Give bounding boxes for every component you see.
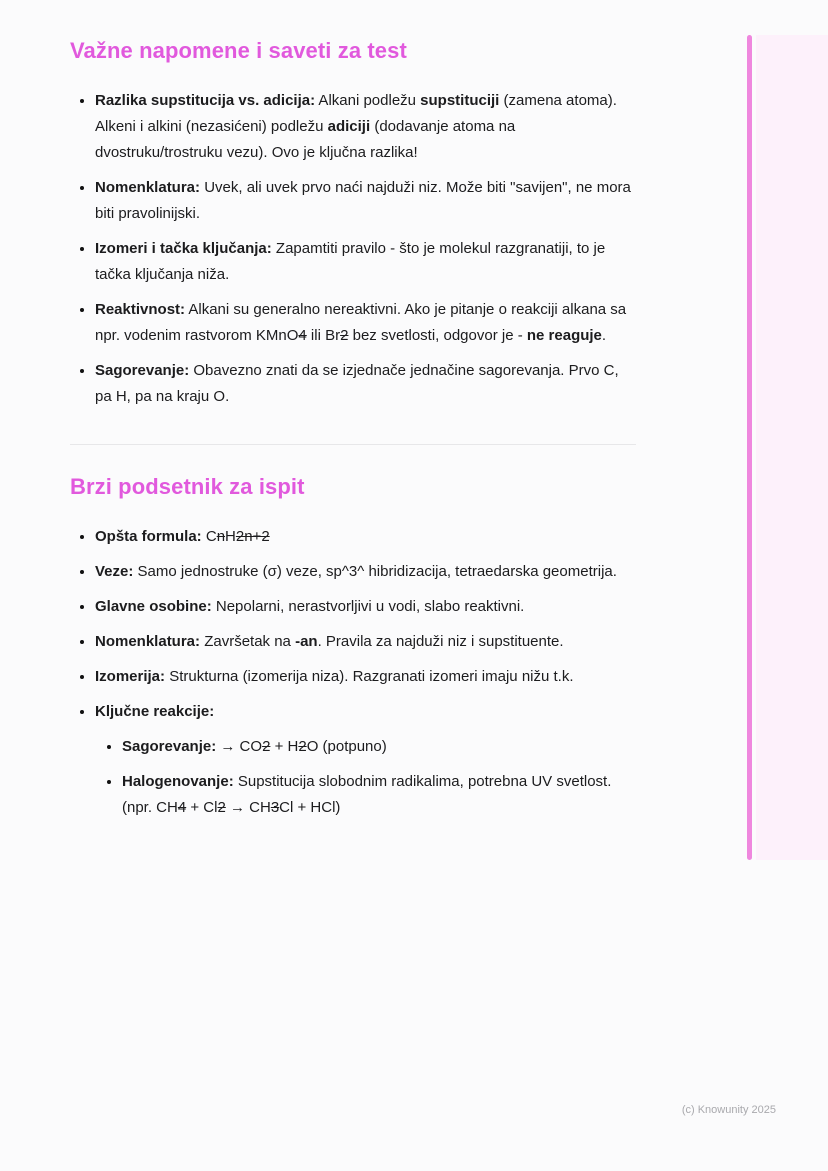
section-important-notes <box>70 38 636 410</box>
accent-bar <box>747 35 752 860</box>
list-item-text: Sagorevanje: Obavezno znati da se izjednače jednačine sagorevanja. Prvo C, pa H, pa na kraju O. <box>95 362 619 405</box>
document-content <box>70 38 636 830</box>
list-item <box>95 236 636 288</box>
list-item <box>122 734 636 760</box>
list-item-text: Opšta formula: CnH2n+2 <box>95 528 270 545</box>
list-item <box>95 664 636 690</box>
bullet-list <box>70 524 636 821</box>
bullet-list <box>70 88 636 410</box>
list-item-text: Glavne osobine: Nepolarni, nerastvorljivi u vodi, slabo reaktivni. <box>95 598 525 615</box>
list-item-text: Halogenovanje: Supstitucija slobodnim radikalima, potrebna UV svetlost. (npr. CH4 + Cl2 → CH3Cl + HCl) <box>122 773 612 816</box>
section-divider <box>70 444 636 445</box>
accent-panel <box>756 35 828 860</box>
list-item <box>122 769 636 821</box>
bullet-list <box>95 734 636 821</box>
section-body <box>70 524 636 821</box>
section-quick-reminder <box>70 474 636 821</box>
list-item <box>95 175 636 227</box>
section-title: Važne napomene i saveti za test <box>70 38 407 63</box>
list-item <box>95 699 636 821</box>
list-item-text: Reaktivnost: Alkani su generalno nereaktivni. Ako je pitanje o reakciji alkana sa npr. vodenim rastvorom KMnO4 ili Br2 bez svetlosti, odgovor je - ne reaguje. <box>95 301 627 344</box>
list-item-text: Nomenklatura: Završetak na -an. Pravila za najduži niz i supstituente. <box>95 633 564 650</box>
copyright-text: (c) Knowunity 2025 <box>681 1104 776 1116</box>
list-item-text: Veze: Samo jednostruke (σ) veze, sp^3^ hibridizacija, tetraedarska geometrija. <box>95 563 617 580</box>
list-item-text: Ključne reakcije: <box>95 703 215 720</box>
section-body <box>70 88 636 410</box>
list-item <box>95 358 636 410</box>
list-item <box>95 629 636 655</box>
list-item-text: Nomenklatura: Uvek, ali uvek prvo naći najduži niz. Može biti "savijen", ne mora biti pravolinijski. <box>95 179 631 222</box>
list-item <box>95 297 636 349</box>
list-item-text: Razlika supstitucija vs. adicija: Alkani podležu supstituciji (zamena atoma). Alkeni i alkini (nezasićeni) podležu adiciji (dodavanje atoma na dvostruku/trostruku vezu). Ovo je ključna razlika! <box>95 92 617 161</box>
list-item-text: Izomerija: Strukturna (izomerija niza). Razgranati izomeri imaju nižu t.k. <box>95 668 574 685</box>
list-item <box>95 559 636 585</box>
list-item <box>95 88 636 166</box>
list-item-text: Sagorevanje: → CO2 + H2O (potpuno) <box>122 738 387 755</box>
list-item-text: Izomeri i tačka ključanja: Zapamtiti pravilo - što je molekul razgranatiji, to je tačka ključanja niža. <box>95 240 606 283</box>
section-title: Brzi podsetnik za ispit <box>70 474 305 499</box>
list-item <box>95 524 636 550</box>
list-item <box>95 594 636 620</box>
